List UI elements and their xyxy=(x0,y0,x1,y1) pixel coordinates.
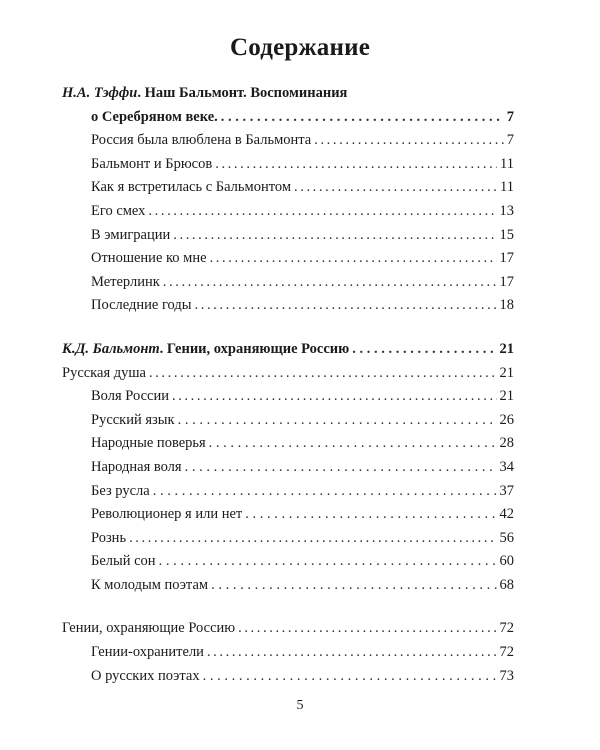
dot-leader xyxy=(203,665,497,689)
dot-leader xyxy=(238,617,496,641)
entry-label: Бальмонт и Брюсов xyxy=(91,155,213,172)
dot-leader xyxy=(314,129,504,153)
entry-page: 17 xyxy=(499,250,514,267)
entry-label: Революционер я или нет xyxy=(91,506,243,523)
dot-leader xyxy=(294,176,497,200)
toc-entry xyxy=(62,200,514,224)
toc-entry xyxy=(62,247,514,271)
entry-label: Отношение ко мне xyxy=(91,250,207,267)
dot-leader xyxy=(148,200,496,224)
toc-entry xyxy=(62,641,514,665)
subsection-label: Русская душа xyxy=(62,364,146,381)
entry-page: 11 xyxy=(500,155,514,172)
dot-leader xyxy=(185,456,497,480)
entry-page: 13 xyxy=(499,202,514,219)
dot-leader xyxy=(159,550,497,574)
dot-leader xyxy=(209,432,497,456)
entry-page: 73 xyxy=(499,667,514,684)
entry-page: 72 xyxy=(499,644,514,661)
toc-entry xyxy=(62,550,514,574)
dot-leader xyxy=(149,362,497,386)
entry-label: Русский язык xyxy=(91,411,175,428)
entry-label: Белый сон xyxy=(91,553,156,570)
dot-leader xyxy=(173,224,496,248)
toc-entry xyxy=(62,409,514,433)
section-2-page: 21 xyxy=(499,340,514,357)
subsection-label: Гении, охраняющие Россию xyxy=(62,620,236,637)
entry-label: Рознь xyxy=(91,529,127,546)
section-1-title-cont: о Серебряном веке. xyxy=(91,108,218,125)
spacer xyxy=(62,597,514,617)
toc-entry xyxy=(62,574,514,598)
section-1-page: 7 xyxy=(506,108,514,125)
entry-page: 11 xyxy=(500,179,514,196)
subsection-page: 21 xyxy=(499,364,514,381)
entry-page: 18 xyxy=(499,297,514,314)
dot-leader xyxy=(245,503,496,527)
entry-label: Метерлинк xyxy=(91,273,160,290)
toc-entry xyxy=(62,362,514,386)
entry-label: К молодым поэтам xyxy=(91,576,209,593)
section-1-author: Н.А. Тэффи xyxy=(62,85,138,101)
entry-page: 56 xyxy=(499,529,514,546)
section-2-heading-text xyxy=(62,338,349,362)
subsection-page: 72 xyxy=(499,620,514,637)
dot-leader xyxy=(207,641,497,665)
dot-leader xyxy=(221,106,504,130)
entry-page: 17 xyxy=(499,273,514,290)
toc-entry xyxy=(62,224,514,248)
dot-leader xyxy=(215,153,497,177)
entry-label: В эмиграции xyxy=(91,226,171,243)
dot-leader xyxy=(210,247,497,271)
toc-entry xyxy=(62,432,514,456)
entry-page: 42 xyxy=(499,506,514,523)
toc-entry xyxy=(62,503,514,527)
toc-entry xyxy=(62,294,514,318)
toc-entry xyxy=(62,153,514,177)
toc-entry xyxy=(62,385,514,409)
entry-page: 26 xyxy=(499,411,514,428)
entry-page: 37 xyxy=(499,482,514,499)
dot-leader xyxy=(211,574,496,598)
dot-leader xyxy=(178,409,497,433)
entry-label: Последние годы xyxy=(91,297,192,314)
dot-leader xyxy=(195,294,497,318)
section-1-heading xyxy=(62,82,514,106)
toc-entry xyxy=(62,527,514,551)
dot-leader xyxy=(352,338,496,362)
dot-leader xyxy=(129,527,496,551)
toc-entry xyxy=(62,456,514,480)
section-2-title: . Гении, охраняющие Россию xyxy=(159,340,350,357)
entry-label: Россия была влюблена в Бальмонта xyxy=(91,132,312,149)
page-title: Содержание xyxy=(229,34,370,61)
entry-label: Как я встретилась с Бальмонтом xyxy=(91,179,291,196)
toc-entry xyxy=(62,271,514,295)
entry-label: Воля России xyxy=(91,388,169,405)
dot-leader xyxy=(153,480,497,504)
toc-entry xyxy=(62,106,514,130)
section-2-heading xyxy=(62,338,514,362)
dot-leader xyxy=(172,385,497,409)
toc-entry xyxy=(62,665,514,689)
entry-label: Народные поверья xyxy=(91,435,206,452)
entry-label: Его смех xyxy=(91,202,146,219)
table-of-contents xyxy=(62,82,514,688)
toc-entry xyxy=(62,480,514,504)
toc-entry xyxy=(62,176,514,200)
entry-page: 28 xyxy=(499,435,514,452)
entry-page: 7 xyxy=(506,132,514,149)
toc-entry xyxy=(62,129,514,153)
entry-label: Без русла xyxy=(91,482,150,499)
toc-entry xyxy=(62,617,514,641)
entry-page: 21 xyxy=(499,388,514,405)
entry-page: 34 xyxy=(499,458,514,475)
entry-page: 15 xyxy=(499,226,514,243)
entry-label: О русских поэтах xyxy=(91,667,200,684)
entry-label: Гении-охранители xyxy=(91,644,204,661)
spacer xyxy=(62,318,514,338)
section-2-author: К.Д. Бальмонт xyxy=(62,340,160,357)
page-number: 5 xyxy=(296,698,304,713)
entry-page: 60 xyxy=(499,553,514,570)
section-1-title: . Наш Бальмонт. Воспоминания xyxy=(137,85,348,101)
entry-page: 68 xyxy=(499,576,514,593)
entry-label: Народная воля xyxy=(91,458,182,475)
dot-leader xyxy=(163,271,497,295)
